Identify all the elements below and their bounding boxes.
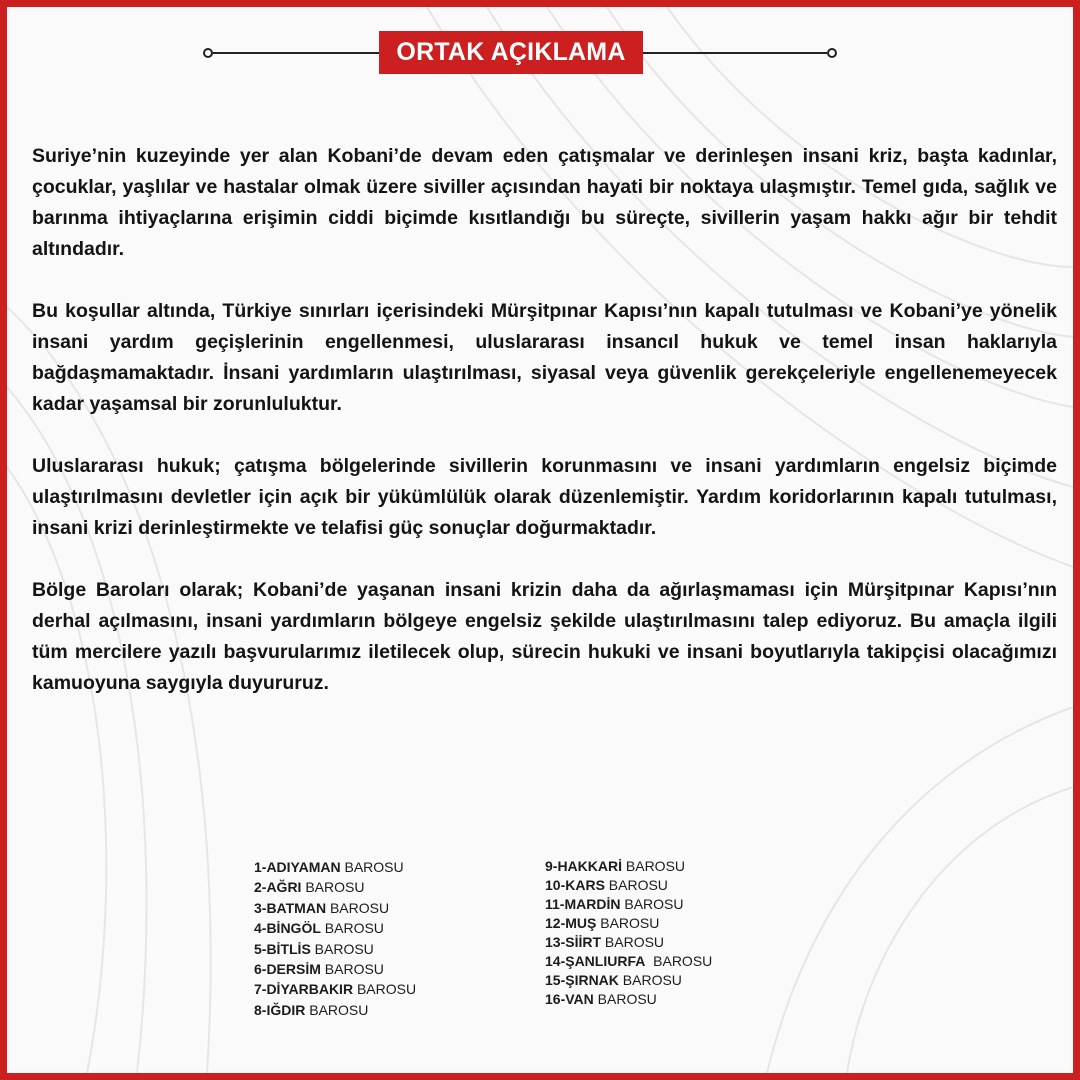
header-rule-right-line [643,52,827,54]
header-rule-left-dot-icon [203,48,213,58]
bar-entry: 12-MUŞ BAROSU [545,915,660,931]
bar-entry: 8-IĞDIR BAROSU [254,1001,369,1018]
statement-paragraph: Uluslararası hukuk; çatışma bölgelerinde sivillerin korunmasını ve insani yardımların engelsiz biçimde ulaştırılmasını devletler için açık bir yükümlülük olarak düzenlemiştir. Yardım koridorlarının kapalı tutulması, insani krizi derinleştirmekte ve telafisi güç sonuçlar doğurmaktadır. [32,455,1057,539]
bar-entry: 5-BİTLİS BAROSU [254,940,374,957]
bar-entry: 10-KARS BAROSU [545,877,668,893]
bar-entry: 3-BATMAN BAROSU [254,899,390,916]
bar-entry: 7-DİYARBAKIR BAROSU [254,981,417,998]
bar-list-right [545,857,712,1009]
header-rule-left-line [213,52,383,54]
statement-paragraph: Bölge Baroları olarak; Kobani’de yaşanan insani krizin daha da ağırlaşmaması için Mürşitpınar Kapısı’nın derhal açılmasını, insani yardımların bölgeye engelsiz şekilde ulaştırılmasını talep ediyoruz. Bu amaçla ilgili tüm mercilere yazılı başvurularımız iletilecek olup, sürecin hukuki ve insani boyutlarıyla takipçisi olacağımızı kamuoyuna saygıyla duyururuz. [32,579,1057,694]
bar-entry: 16-VAN BAROSU [545,991,657,1007]
bar-entry: 1-ADIYAMAN BAROSU [254,859,404,875]
bar-list-left [254,857,416,1020]
bar-entry: 15-ŞIRNAK BAROSU [545,972,682,988]
bar-entry: 6-DERSİM BAROSU [254,961,384,978]
header-rule-right-dot-icon [827,48,837,58]
bar-entry: 9-HAKKARİ BAROSU [545,858,686,874]
statement-body [32,141,1057,730]
bar-entry: 2-AĞRI BAROSU [254,879,365,896]
page-title: ORTAK AÇIKLAMA [379,31,643,74]
bar-entry: 13-SİİRT BAROSU [545,934,665,950]
statement-paragraph: Bu koşullar altında, Türkiye sınırları içerisindeki Mürşitpınar Kapısı’nın kapalı tutulması ve Kobani’ye yönelik insani yardım geçişlerinin engellenmesi, uluslararası insancıl hukuk ve temel insan haklarıyla bağdaşmamaktadır. İnsani yardımların ulaştırılması, siyasal veya güvenlik gerekçeleriyle engellenemeyecek kadar yaşamsal bir zorunluluktur. [32,300,1057,415]
statement-paragraph: Suriye’nin kuzeyinde yer alan Kobani’de devam eden çatışmalar ve derinleşen insani kriz, başta kadınlar, çocuklar, yaşlılar ve hastalar olmak üzere siviller açısından hayati bir noktaya ulaşmıştır. Temel gıda, sağlık ve barınma ihtiyaçlarına erişimin ciddi biçimde kısıtlandığı bu süreçte, sivillerin yaşam hakkı ağır bir tehdit altındadır. [32,145,1057,260]
bar-entry: 4-BİNGÖL BAROSU [254,920,384,937]
bar-entry: 11-MARDİN BAROSU [545,896,684,912]
bar-entry: 14-ŞANLIURFA BAROSU [545,953,713,969]
